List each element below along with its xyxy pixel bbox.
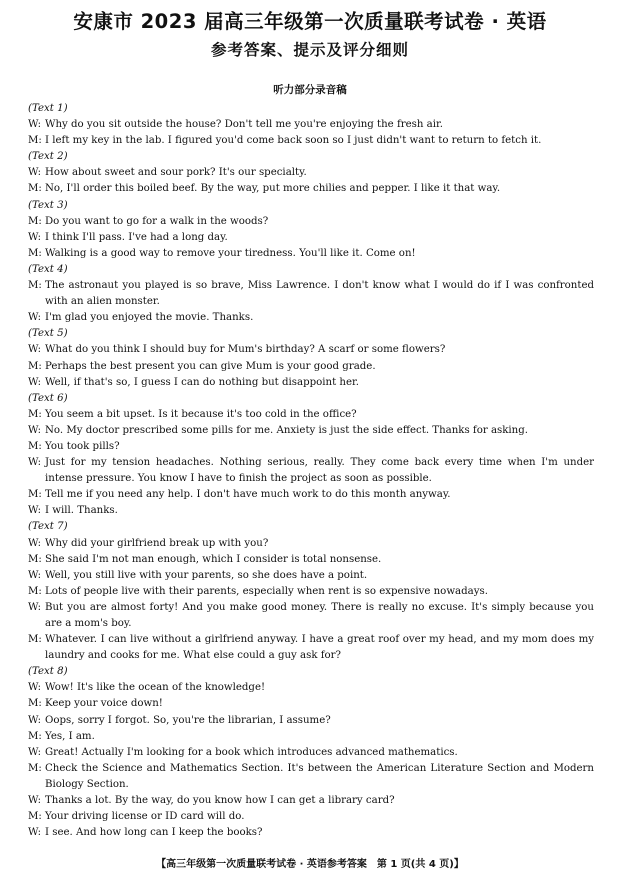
- speaker-tag: W:: [28, 376, 42, 388]
- utterance-text: Why do you sit outside the house? Don't tell me you're enjoying the fresh air.: [45, 119, 443, 131]
- dialogue-line: [28, 745, 594, 761]
- page-footer: 【高三年级第一次质量联考试卷 · 英语参考答案 第 1 页(共 4 页)】: [156, 859, 464, 870]
- speaker-tag: M:: [28, 585, 42, 597]
- dialogue-line: [28, 310, 594, 326]
- utterance-text: Oops, sorry I forgot. So, you're the librarian, I assume?: [45, 714, 331, 726]
- dialogue-line: [28, 439, 594, 455]
- dialogue-line: [28, 375, 594, 391]
- dialogue-line: [28, 133, 594, 149]
- text-section-label: (Text 6): [28, 392, 68, 404]
- dialogue-line: [28, 246, 594, 262]
- speaker-tag: W:: [28, 537, 42, 549]
- dialogue-line: [28, 809, 594, 825]
- utterance-text: Yes, I am.: [45, 730, 95, 742]
- speaker-tag: M:: [28, 360, 42, 372]
- speaker-tag: M:: [28, 762, 42, 774]
- speaker-tag: W:: [28, 167, 42, 179]
- section-heading: 听力部分录音稿: [273, 84, 347, 96]
- utterance-text: No, I'll order this boiled beef. By the way, put more chilies and pepper. I like it that way.: [45, 183, 501, 195]
- text-section-label: (Text 8): [28, 666, 68, 678]
- utterance-text: She said I'm not man enough, which I consider is total nonsense.: [45, 553, 382, 565]
- dialogue-line: [28, 423, 594, 439]
- utterance-text: I will. Thanks.: [45, 505, 118, 517]
- utterance-text: Keep your voice down!: [45, 698, 163, 710]
- text-section-label: (Text 7): [28, 521, 68, 533]
- speaker-tag: M:: [28, 280, 42, 292]
- utterance-text: Check the Science and Mathematics Section. It's between the American Literature Section and Modern Biology Section.: [45, 762, 594, 790]
- dialogue-line: [28, 793, 594, 809]
- text-section-label: (Text 3): [28, 199, 68, 211]
- utterance-text: I think I'll pass. I've had a long day.: [45, 231, 228, 243]
- document-subtitle: 参考答案、提示及评分细则: [210, 41, 409, 59]
- utterance-text: Do you want to go for a walk in the woods?: [45, 215, 269, 227]
- speaker-tag: M:: [28, 730, 42, 742]
- speaker-tag: M:: [28, 135, 42, 147]
- speaker-tag: W:: [28, 682, 42, 694]
- dialogue-line: [28, 696, 594, 712]
- utterance-text: Great! Actually I'm looking for a book which introduces advanced mathematics.: [45, 746, 458, 758]
- speaker-tag: M:: [28, 698, 42, 710]
- dialogue-line: [28, 359, 594, 375]
- speaker-tag: W:: [28, 746, 42, 758]
- transcript-body: [28, 101, 594, 841]
- dialogue-line: [28, 407, 594, 423]
- utterance-text: I'm glad you enjoyed the movie. Thanks.: [45, 312, 254, 324]
- speaker-tag: M:: [28, 408, 42, 420]
- dialogue-line: [28, 632, 594, 664]
- speaker-tag: W:: [28, 505, 42, 517]
- utterance-text: How about sweet and sour pork? It's our specialty.: [45, 167, 307, 179]
- dialogue-line: [28, 600, 594, 632]
- document-title: 安康市 2023 届高三年级第一次质量联考试卷 · 英语: [73, 10, 547, 33]
- dialogue-line: [28, 761, 594, 793]
- utterance-text: Wow! It's like the ocean of the knowledge!: [45, 682, 266, 694]
- speaker-tag: M:: [28, 489, 42, 501]
- dialogue-line: [28, 584, 594, 600]
- speaker-tag: M:: [28, 247, 42, 259]
- dialogue-line: [28, 487, 594, 503]
- utterance-text: No. My doctor prescribed some pills for me. Anxiety is just the side effect. Thanks for asking.: [45, 424, 528, 436]
- dialogue-line: [28, 713, 594, 729]
- utterance-text: Whatever. I can live without a girlfriend anyway. I have a great roof over my head, and my mom does my laundry and cooks for me. What else could a guy ask for?: [45, 634, 594, 662]
- dialogue-line: [28, 165, 594, 181]
- dialogue-line: [28, 214, 594, 230]
- dialogue-line: [28, 552, 594, 568]
- speaker-tag: M:: [28, 215, 42, 227]
- dialogue-line: [28, 342, 594, 358]
- utterance-text: The astronaut you played is so brave, Miss Lawrence. I don't know what I would do if I was confronted with an alien monster.: [45, 280, 594, 308]
- speaker-tag: W:: [28, 424, 42, 436]
- text-section-label: (Text 1): [28, 103, 68, 114]
- dialogue-line: [28, 680, 594, 696]
- utterance-text: Walking is a good way to remove your tiredness. You'll like it. Come on!: [45, 247, 416, 259]
- utterance-text: I left my key in the lab. I figured you'd come back soon so I just didn't want to return to fetch it.: [45, 135, 542, 147]
- utterance-text: Just for my tension headaches. Nothing serious, really. They come back every time when I'm under intense pressure. You know I have to finish the project as soon as possible.: [45, 457, 594, 485]
- speaker-tag: M:: [28, 440, 42, 452]
- dialogue-line: [28, 536, 594, 552]
- dialogue-line: [28, 825, 594, 841]
- speaker-tag: M:: [28, 553, 42, 565]
- utterance-text: Well, you still live with your parents, so she does have a point.: [45, 569, 368, 581]
- speaker-tag: W:: [28, 457, 42, 469]
- speaker-tag: M:: [28, 183, 42, 195]
- speaker-tag: W:: [28, 119, 42, 131]
- dialogue-line: [28, 729, 594, 745]
- dialogue-line: [28, 117, 594, 133]
- text-section-label: (Text 5): [28, 328, 68, 340]
- speaker-tag: W:: [28, 344, 42, 356]
- utterance-text: Perhaps the best present you can give Mum is your good grade.: [45, 360, 376, 372]
- utterance-text: I see. And how long can I keep the books?: [45, 827, 263, 839]
- dialogue-line: [28, 278, 594, 310]
- speaker-tag: W:: [28, 601, 42, 613]
- utterance-text: Lots of people live with their parents, especially when rent is so expensive nowadays.: [45, 585, 488, 597]
- utterance-text: Why did your girlfriend break up with you?: [45, 537, 269, 549]
- dialogue-line: [28, 503, 594, 519]
- utterance-text: Your driving license or ID card will do.: [45, 811, 245, 823]
- dialogue-line: [28, 230, 594, 246]
- utterance-text: You took pills?: [45, 440, 120, 452]
- utterance-text: Well, if that's so, I guess I can do nothing but disappoint her.: [45, 376, 359, 388]
- text-section-label: (Text 4): [28, 263, 68, 275]
- utterance-text: You seem a bit upset. Is it because it's too cold in the office?: [45, 408, 357, 420]
- speaker-tag: W:: [28, 231, 42, 243]
- speaker-tag: W:: [28, 827, 42, 839]
- text-section-label: (Text 2): [28, 151, 68, 163]
- speaker-tag: W:: [28, 312, 42, 324]
- speaker-tag: W:: [28, 714, 42, 726]
- dialogue-line: [28, 568, 594, 584]
- utterance-text: Thanks a lot. By the way, do you know how I can get a library card?: [45, 795, 395, 807]
- dialogue-line: [28, 181, 594, 197]
- dialogue-line: [28, 455, 594, 487]
- speaker-tag: W:: [28, 569, 42, 581]
- speaker-tag: M:: [28, 634, 42, 646]
- utterance-text: Tell me if you need any help. I don't have much work to do this month anyway.: [45, 489, 451, 501]
- speaker-tag: W:: [28, 795, 42, 807]
- utterance-text: What do you think I should buy for Mum's birthday? A scarf or some flowers?: [45, 344, 446, 356]
- utterance-text: But you are almost forty! And you make good money. There is really no excuse. It's simply because you are a mom's boy.: [45, 601, 594, 629]
- speaker-tag: M:: [28, 811, 42, 823]
